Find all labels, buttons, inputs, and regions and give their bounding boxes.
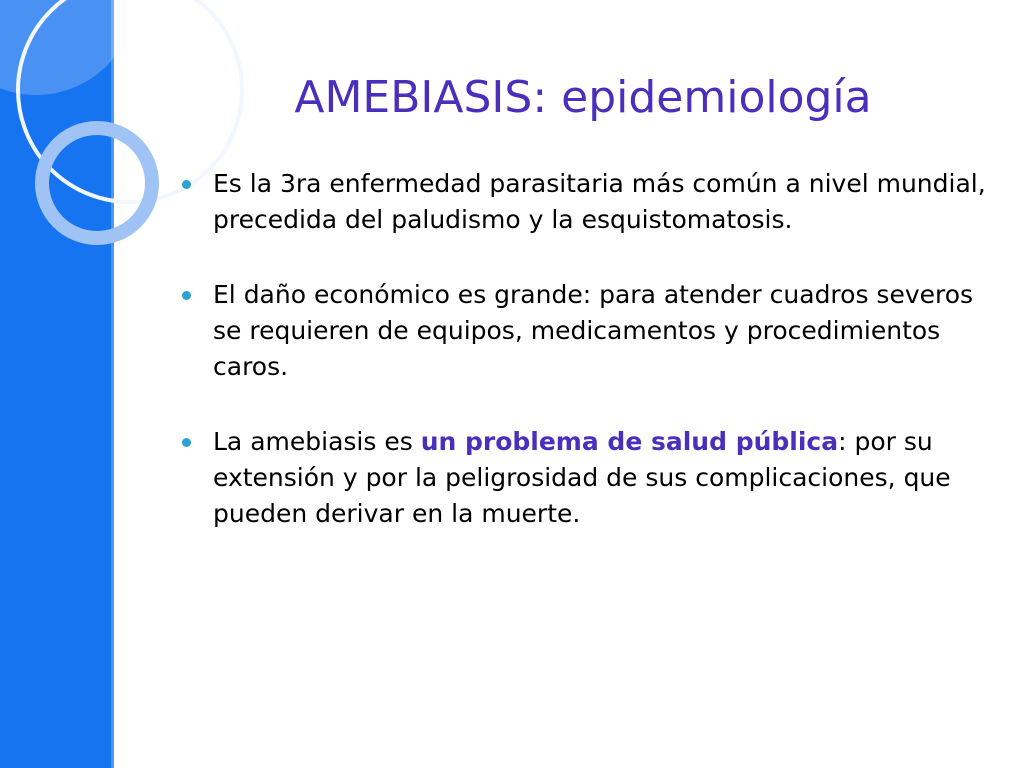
public-health-highlight: un problema de salud pública xyxy=(420,427,839,456)
bullet-item-1 xyxy=(176,166,1002,238)
bullet-text-2: El daño económico es grande: para atender cuadros severos se requieren de equipos, medicamentos y procedimientos caros. xyxy=(213,280,974,381)
bullet-marker-icon xyxy=(182,180,191,189)
bullet-item-3 xyxy=(176,424,1002,532)
bullet-marker-icon xyxy=(182,438,191,447)
bullet-list xyxy=(176,166,1002,571)
slide-title: AMEBIASIS: epidemiología xyxy=(294,72,872,123)
bullet-text-3-after: : por su extensión y por la peligrosidad de sus complicaciones, que pueden derivar en la muerte. xyxy=(213,427,951,528)
bullet-marker-icon xyxy=(182,291,191,300)
bullet-text-1: Es la 3ra enfermedad parasitaria más común a nivel mundial, precedida del paludismo y la esquistomatosis. xyxy=(213,169,986,234)
bullet-item-2 xyxy=(176,277,1002,385)
bullet-text-3-before: La amebiasis es xyxy=(213,427,421,456)
blue-side-bar xyxy=(0,0,114,768)
